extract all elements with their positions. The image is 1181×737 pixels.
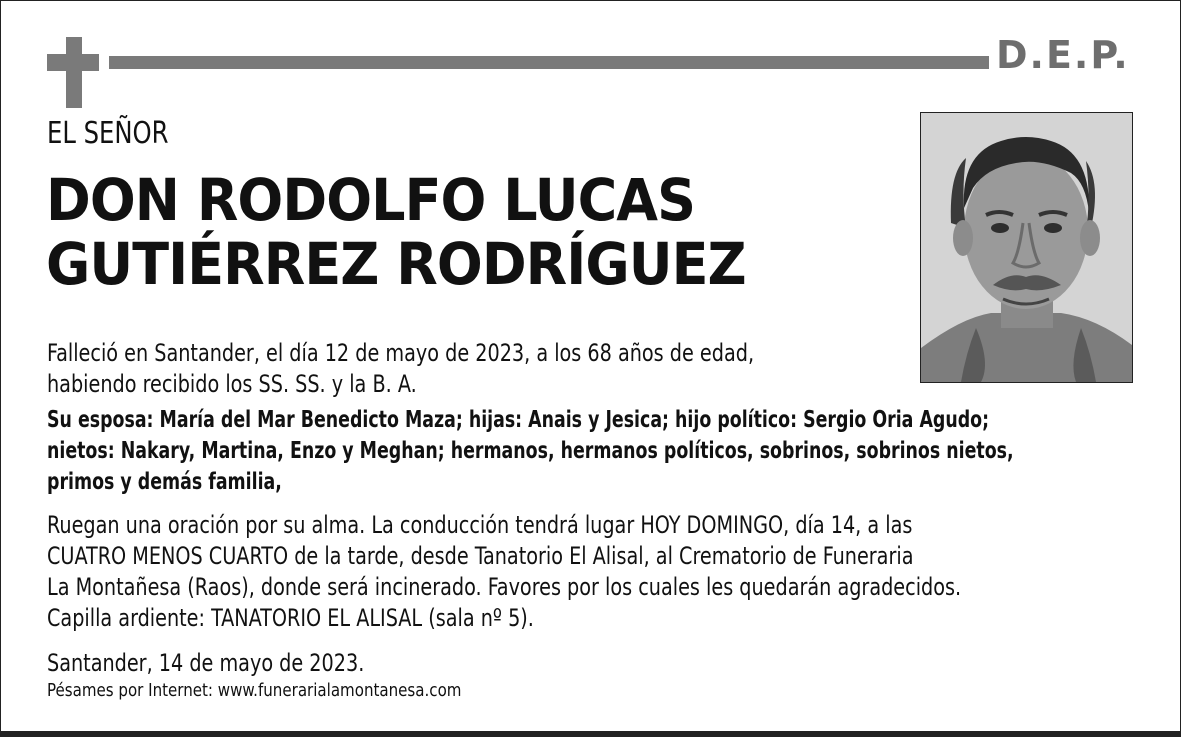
cross-icon <box>66 37 82 108</box>
death-notice <box>47 338 754 400</box>
ceremony-details <box>47 510 961 634</box>
death-notice-line-2: habiendo recibido los SS. SS. y la B. A. <box>47 370 417 398</box>
family-list <box>47 405 1014 498</box>
family-line-1: Su esposa: María del Mar Benedicto Maza; hijas: Anais y Jesica; hijo político: Sergio Oria Agudo; <box>47 407 990 433</box>
portrait-photo <box>920 112 1133 383</box>
place-date: Santander, 14 de mayo de 2023. <box>47 649 365 677</box>
death-notice-line-1: Falleció en Santander, el día 12 de mayo de 2023, a los 68 años de edad, <box>47 339 755 367</box>
ceremony-line-1: Ruegan una oración por su alma. La conducción tendrá lugar HOY DOMINGO, día 14, a las <box>47 511 913 539</box>
family-line-2: nietos: Nakary, Martina, Enzo y Meghan; hermanos, hermanos políticos, sobrinos, sobrinos nietos, <box>47 438 1014 464</box>
name-line-1: DON RODOLFO LUCAS <box>46 166 696 234</box>
name-line-2: GUTIÉRREZ RODRÍGUEZ <box>46 230 746 298</box>
condolences-web: Pésames por Internet: www.funerarialamontanesa.com <box>47 680 462 701</box>
header-rule <box>109 56 989 69</box>
ceremony-line-4: Capilla ardiente: TANATORIO EL ALISAL (sala nº 5). <box>47 604 534 632</box>
deceased-name <box>46 168 746 296</box>
family-line-3: primos y demás familia, <box>47 469 282 495</box>
honorific: EL SEÑOR <box>47 116 169 151</box>
dep-label: D.E.P. <box>996 33 1130 77</box>
ceremony-line-2: CUATRO MENOS CUARTO de la tarde, desde Tanatorio El Alisal, al Crematorio de Funeraria <box>47 542 914 570</box>
portrait-illustration <box>921 113 1132 382</box>
ceremony-line-3: La Montañesa (Raos), donde será incinerado. Favores por los cuales les quedarán agradecidos. <box>47 573 962 601</box>
cross-icon-bar <box>47 54 99 71</box>
